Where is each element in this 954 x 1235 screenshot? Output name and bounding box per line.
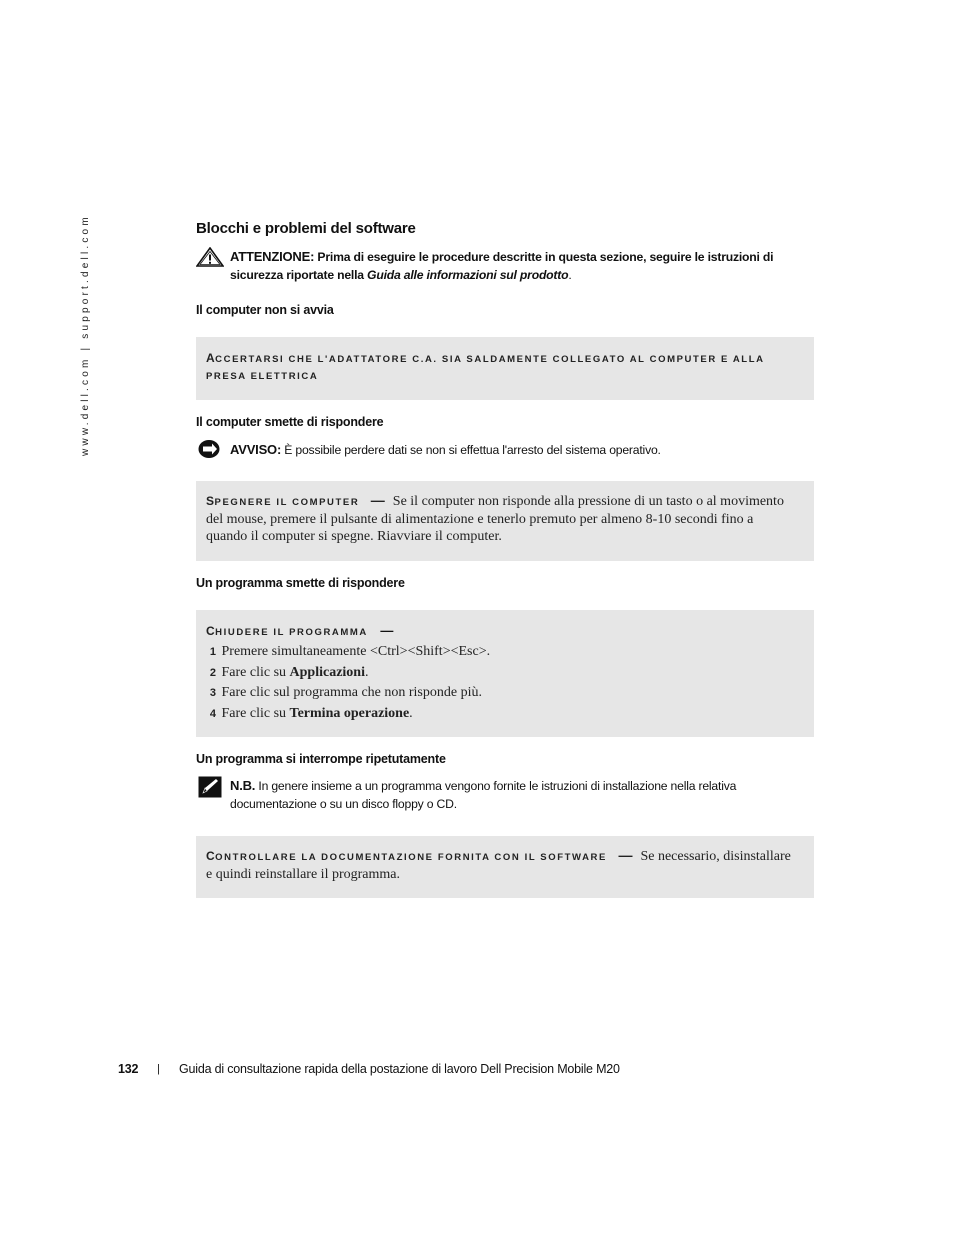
box3-title: CHIUDERE IL PROGRAMMA bbox=[206, 624, 368, 638]
solution-box-shutdown bbox=[196, 481, 814, 561]
warning-text: Prima di eseguire le procedure descritte in questa sezione, seguire le istruzioni di sicurezza riportate nella bbox=[230, 250, 774, 282]
solution-box-documentation bbox=[196, 836, 814, 898]
avviso-text: È possibile perdere dati se non si effettua l'arresto del sistema operativo. bbox=[284, 443, 661, 457]
box4-text: Se necessario, disinstallare e quindi reinstallare il programma. bbox=[206, 849, 791, 882]
step-item: 4 Fare clic su Termina operazione. bbox=[209, 705, 413, 721]
box4-content: CONTROLLARE LA DOCUMENTAZIONE FORNITA CON IL SOFTWARE — Se necessario, disinstallare e quindi reinstallare il programma. bbox=[206, 847, 791, 882]
subheading-computer-stops-responding: Il computer smette di rispondere bbox=[196, 415, 384, 429]
subheading-computer-not-start: Il computer non si avvia bbox=[196, 303, 334, 317]
note-text: In genere insieme a un programma vengono fornite le istruzioni di installazione nella relativa documentazione o su un disco floppy o CD. bbox=[230, 779, 737, 811]
box1-title: ACCERTARSI CHE L'ADATTATORE C.A. SIA SALDAMENTE COLLEGATO AL COMPUTER E ALLA PRESA ELETTRICA bbox=[206, 351, 765, 382]
box2-text: Se il computer non risponde alla pressione di un tasto o al movimento del mouse, premere il pulsante di alimentazione e tenerlo premuto per almeno 8-10 secondi fino a quando il computer si spegne. Riavviare il computer. bbox=[206, 494, 784, 544]
subheading-program-repeatedly-stops: Un programma si interrompe ripetutamente bbox=[196, 752, 446, 766]
box3-title-row: CHIUDERE IL PROGRAMMA — bbox=[206, 623, 394, 638]
note-lead: N.B. bbox=[230, 778, 256, 793]
section-title: Blocchi e problemi del software bbox=[196, 220, 416, 237]
side-url: www.dell.com | support.dell.com bbox=[80, 214, 91, 456]
step-item: 1 Premere simultaneamente <Ctrl><Shift><Esc>. bbox=[209, 644, 491, 659]
avviso-notice bbox=[230, 441, 810, 459]
notice-icon bbox=[198, 439, 222, 459]
warning-italic: Guida alle informazioni sul prodotto bbox=[367, 268, 569, 282]
note-notice bbox=[230, 777, 810, 813]
warning-icon bbox=[196, 247, 224, 267]
step-item: 3 Fare clic sul programma che non risponde più. bbox=[209, 685, 482, 700]
footer-title: Guida di consultazione rapida della postazione di lavoro Dell Precision Mobile M20 bbox=[179, 1062, 620, 1076]
box2-content: SPEGNERE IL COMPUTER — Se il computer non risponde alla pressione di un tasto o al movimento del mouse, premere il pulsante di alimentazione e tenerlo premuto per almeno 8-10 secondi fino a quando il computer si spegne. Riavviare il computer. bbox=[206, 492, 784, 544]
steps-list bbox=[206, 642, 798, 724]
subheading-program-stops: Un programma smette di rispondere bbox=[196, 576, 405, 590]
box2-title: SPEGNERE IL COMPUTER bbox=[206, 494, 360, 508]
warning-notice bbox=[230, 248, 810, 284]
warning-end: . bbox=[568, 268, 572, 282]
solution-box-adapter bbox=[196, 337, 814, 400]
box4-title: CONTROLLARE LA DOCUMENTAZIONE FORNITA CON IL SOFTWARE bbox=[206, 849, 607, 863]
avviso-lead: AVVISO: bbox=[230, 442, 282, 457]
footer-separator: | bbox=[157, 1063, 160, 1075]
step-item: 2 Fare clic su Applicazioni. bbox=[209, 664, 369, 680]
page-number: 132 bbox=[118, 1062, 139, 1076]
note-pencil-icon bbox=[198, 776, 222, 798]
solution-box-close-program bbox=[196, 610, 814, 737]
warning-lead: ATTENZIONE: bbox=[230, 249, 315, 264]
